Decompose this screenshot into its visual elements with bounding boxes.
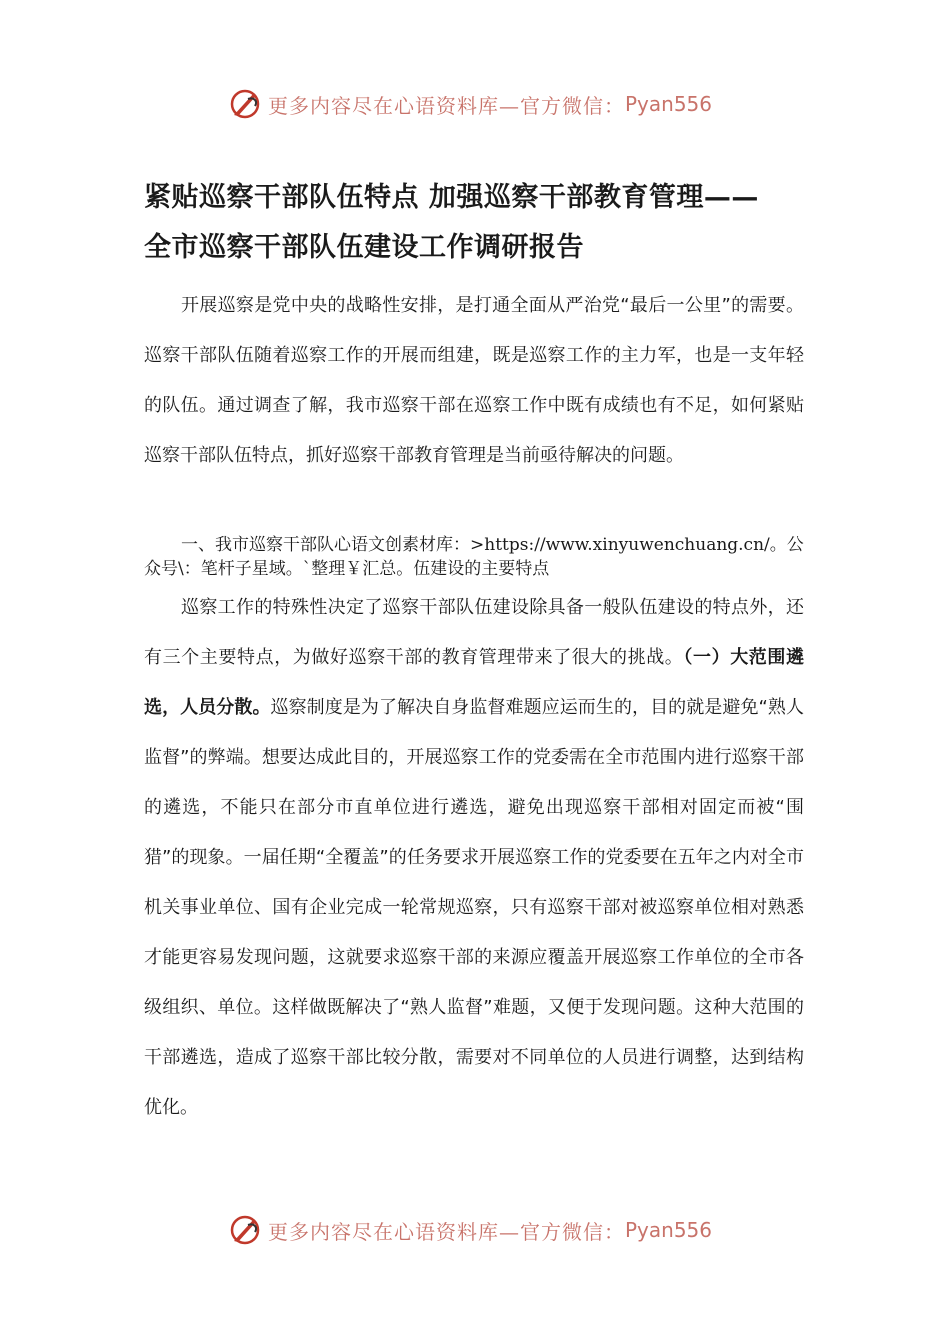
section-heading-1: 一、我市巡察干部队心语文创素材库：>https://www.xinyuwenchuang.cn/。公众号\：笔杆子星域。`整理￥汇总。伍建设的主要特点 — [144, 535, 804, 579]
banner-text: 更多内容尽在心语资料库—官方微信： — [268, 1219, 625, 1244]
footer-banner — [228, 1210, 748, 1250]
banner-wechat-id: Pyan556 — [625, 92, 713, 116]
banner-text: 更多内容尽在心语资料库—官方微信： — [268, 93, 625, 118]
quill-pen-logo-icon — [228, 1213, 262, 1247]
header-banner — [228, 84, 748, 124]
subheading-1: （一）大范围遴选，人员分散。 — [144, 647, 805, 718]
paragraph-features — [144, 583, 804, 1133]
title-line-1: 紧贴巡察干部队伍特点 加强巡察干部教育管理—— — [144, 182, 759, 213]
banner-wechat-id: Pyan556 — [625, 1218, 713, 1242]
title-line-2: 全市巡察干部队伍建设工作调研报告 — [144, 232, 584, 263]
paragraph-intro: 开展巡察是党中央的战略性安排，是打通全面从严治党“最后一公里”的需要。巡察干部队伍随着巡察工作的开展而组建，既是巡察工作的主力军，也是一支年轻的队伍。通过调查了解，我市巡察干部在巡察工作中既有成绩也有不足，如何紧贴巡察干部队伍特点，抓好巡察干部教育管理是当前亟待解决的问题。 — [144, 295, 804, 466]
paragraph-features-body: 巡察制度是为了解决自身监督难题应运而生的，目的就是避免“熟人监督”的弊端。想要达成此目的，开展巡察工作的党委需在全市范围内进行巡察干部的遴选，不能只在部分市直单位进行遴选，避免出现巡察干部相对固定而被“围猎”的现象。一届任期“全覆盖”的任务要求开展巡察工作的党委要在五年之内对全市机关事业单位、国有企业完成一轮常规巡察，只有巡察干部对被巡察单位相对熟悉才能更容易发现问题，这就要求巡察干部的来源应覆盖开展巡察工作单位的全市各级组织、单位。这样做既解决了“熟人监督”难题，又便于发现问题。这种大范围的干部遴选，造成了巡察干部比较分散，需要对不同单位的人员进行调整，达到结构优化。 — [144, 697, 805, 1118]
paragraph-features-intro: 巡察工作的特殊性决定了巡察干部队伍建设除具备一般队伍建设的特点外，还有三个主要特点，为做好巡察干部的教育管理带来了很大的挑战。 — [144, 597, 804, 668]
document-title — [144, 173, 824, 273]
quill-pen-logo-icon — [228, 87, 262, 121]
